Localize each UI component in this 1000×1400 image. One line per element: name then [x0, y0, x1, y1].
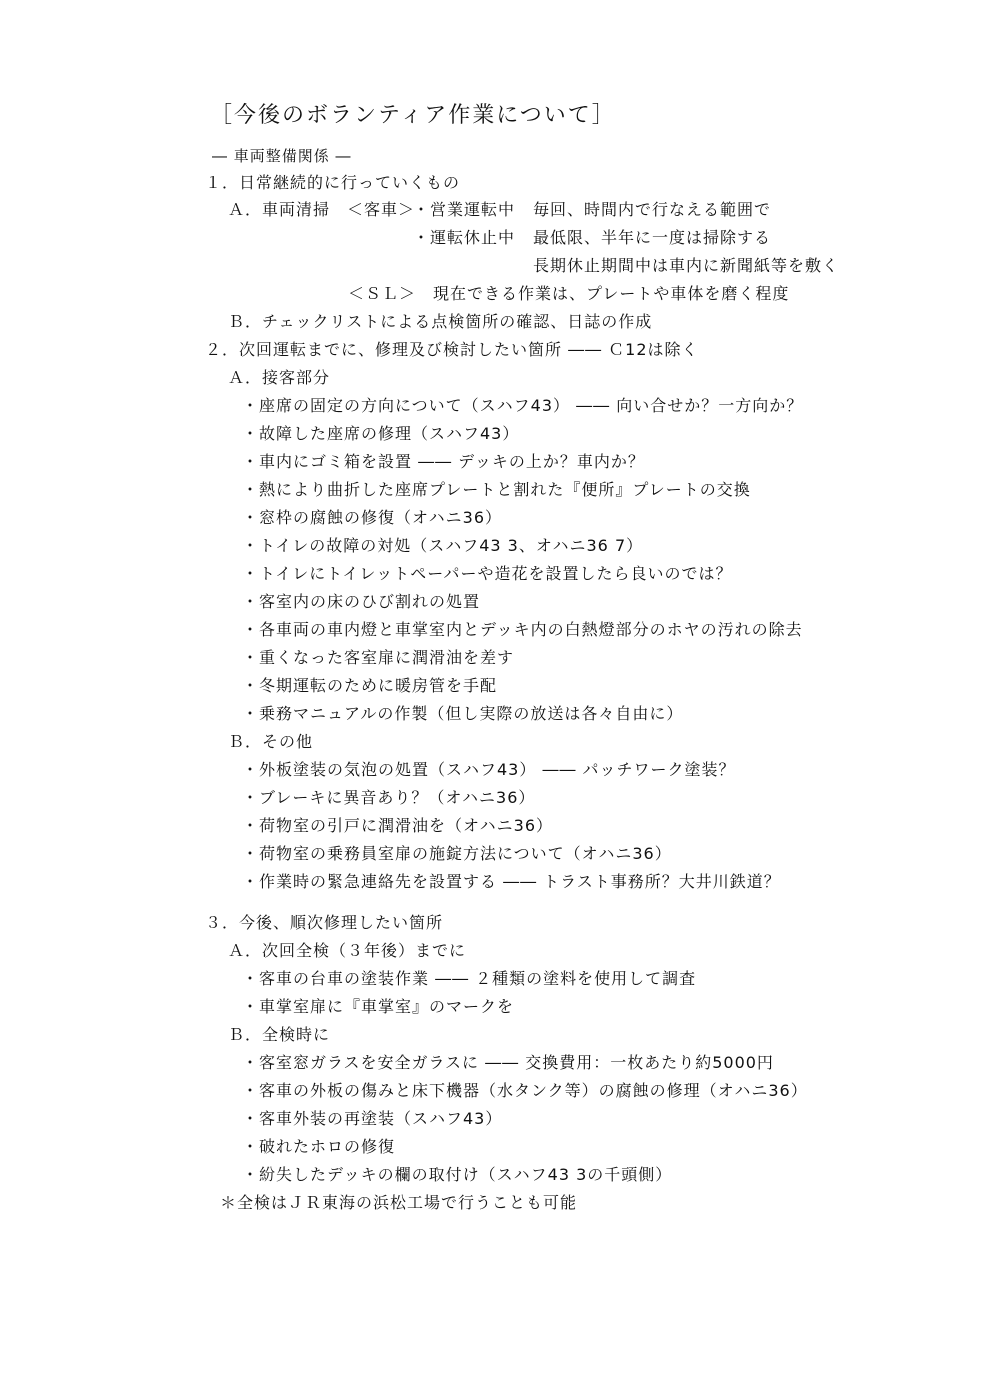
- list-item: ・重くなった客室扉に潤滑油を差す: [242, 648, 515, 667]
- list-item: ・荷物室の乗務員室扉の施錠方法について（オハニ36）: [242, 844, 672, 863]
- footnote: ＊全検はＪＲ東海の浜松工場で行うことも可能: [220, 1193, 578, 1212]
- list-item: ・車掌室扉に『車掌室』のマークを: [242, 997, 515, 1016]
- s3-heading: ３．今後、順次修理したい箇所: [205, 913, 444, 932]
- s2-a-heading: Ａ．接客部分: [228, 368, 331, 387]
- list-item: ・車内にゴミ箱を設置 ―― デッキの上か？車内か？: [242, 452, 645, 471]
- s3-b-heading: Ｂ．全検時に: [228, 1025, 331, 1044]
- list-item: ・客車の台車の塗装作業 ―― ２種類の塗料を使用して調査: [242, 969, 697, 988]
- list-item: ・客室内の床のひび割れの処置: [242, 592, 481, 611]
- list-item: ・トイレにトイレットペーパーや造花を設置したら良いのでは？: [242, 564, 733, 583]
- list-item: ・作業時の緊急連絡先を設置する ―― トラスト事務所？大井川鉄道？: [242, 872, 781, 891]
- s1-a-item2-text: 最低限、半年に一度は掃除する: [533, 228, 772, 247]
- s2-heading: ２．次回運転までに、修理及び検討したい箇所 ―― Ｃ12は除く: [205, 340, 699, 359]
- list-item: ・紛失したデッキの欄の取付け（スハフ43 3の千頭側）: [242, 1165, 673, 1184]
- list-item: ・座席の固定の方向について（スハフ43） ―― 向い合せか？一方向か？: [242, 396, 804, 415]
- list-item: ・冬期運転のために暖房管を手配: [242, 676, 498, 695]
- list-item: ・故障した座席の修理（スハフ43）: [242, 424, 520, 443]
- list-item: ・外板塗装の気泡の処置（スハフ43） ―― パッチワーク塗装？: [242, 760, 736, 779]
- list-item: ・客室窓ガラスを安全ガラスに ―― 交換費用：一枚あたり約5000円: [242, 1053, 774, 1072]
- list-item: ・破れたホロの修復: [242, 1137, 396, 1156]
- list-item: ・荷物室の引戸に潤滑油を（オハニ36）: [242, 816, 554, 835]
- s3-a-heading: Ａ．次回全検（３年後）までに: [228, 941, 467, 960]
- s1-a-item2-label: ・運転休止中: [413, 228, 516, 247]
- list-item: ・各車両の車内燈と車掌室内とデッキ内の白熱燈部分のホヤの汚れの除去: [242, 620, 803, 639]
- s1-heading: １．日常継続的に行っていくもの: [205, 173, 461, 192]
- list-item: ・熱により曲折した座席プレートと割れた『便所』プレートの交換: [242, 480, 751, 499]
- s1-a-item1-label: ・営業運転中: [413, 200, 516, 219]
- list-item: ・乗務マニュアルの作製（但し実際の放送は各々自由に）: [242, 704, 684, 723]
- list-item: ・トイレの故障の対処（スハフ43 3、オハニ36 7）: [242, 536, 644, 555]
- s2-b-heading: Ｂ．その他: [228, 732, 314, 751]
- s1-a-sl: ＜ＳＬ＞ 現在できる作業は、プレートや車体を磨く程度: [348, 284, 790, 303]
- s1-a-prefix: Ａ．車両清掃 ＜客車＞: [228, 200, 416, 219]
- s1-b: Ｂ．チェックリストによる点検箇所の確認、日誌の作成: [228, 312, 653, 331]
- list-item: ・窓枠の腐蝕の修復（オハニ36）: [242, 508, 503, 527]
- s1-a-item2-text2: 長期休止期間中は車内に新聞紙等を敷く: [533, 256, 840, 275]
- s1-a-item1-text: 毎回、時間内で行なえる範囲で: [533, 200, 772, 219]
- section-heading: ― 車両整備関係 ―: [212, 147, 352, 165]
- document-title: ［今後のボランティア作業について］: [210, 103, 616, 128]
- list-item: ・ブレーキに異音あり？（オハニ36）: [242, 788, 536, 807]
- list-item: ・客車の外板の傷みと床下機器（水タンク等）の腐蝕の修理（オハニ36）: [242, 1081, 808, 1100]
- list-item: ・客車外装の再塗装（スハフ43）: [242, 1109, 503, 1128]
